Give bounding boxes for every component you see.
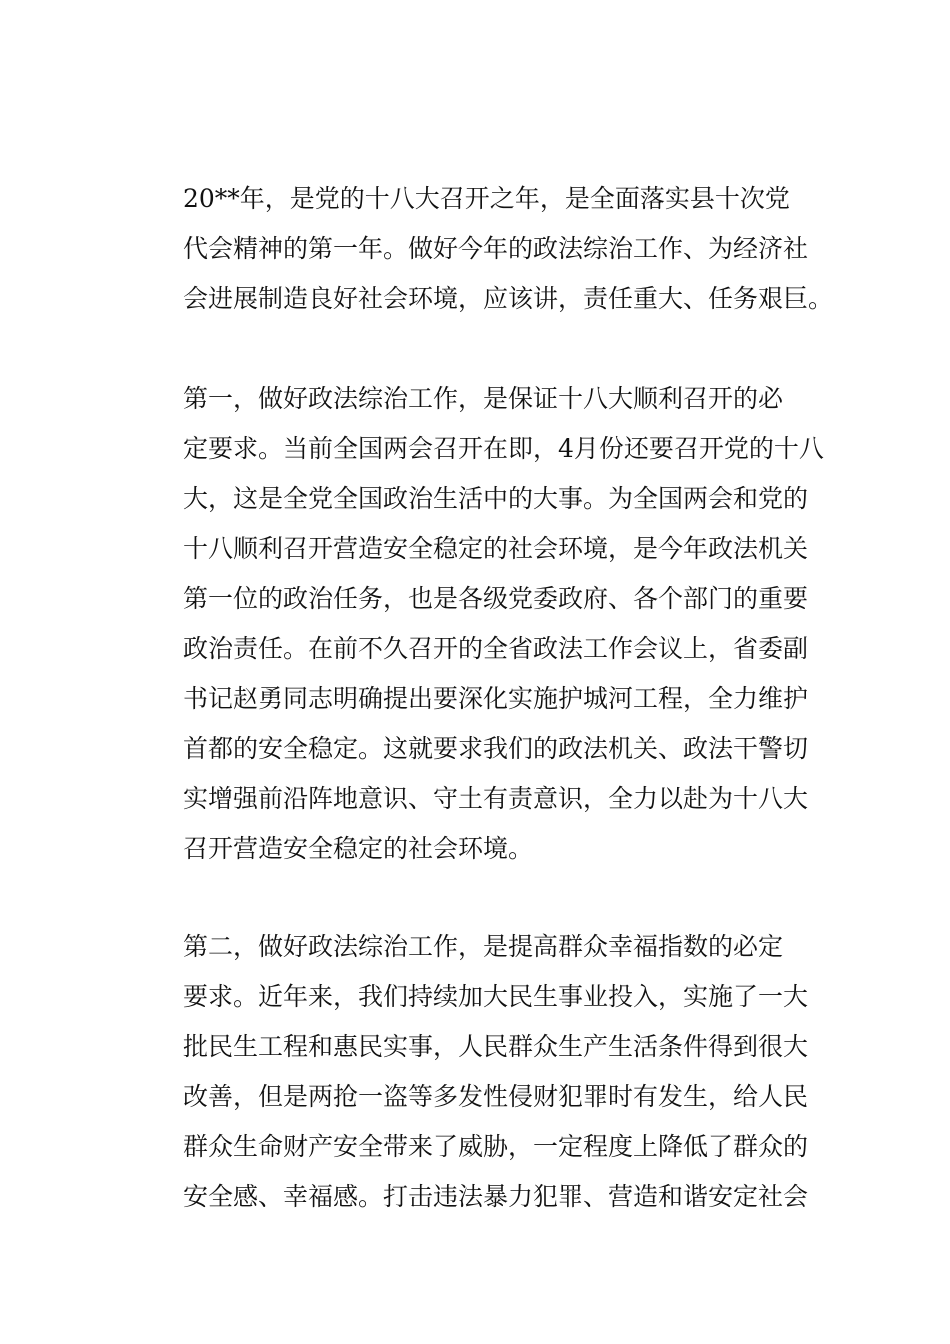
text-line: 十八顺利召开营造安全稳定的社会环境，是今年政法机关 <box>183 534 809 563</box>
text-line: 群众生命财产安全带来了威胁，一定程度上降低了群众的 <box>183 1132 809 1161</box>
text-line: 要求。近年来，我们持续加大民生事业投入，实施了一大 <box>183 982 809 1011</box>
text-line: 20**年，是党的十八大召开之年，是全面落实县十次党 <box>183 184 790 213</box>
text-line: 政治责任。在前不久召开的全省政法工作会议上，省委副 <box>183 634 809 663</box>
text-line: 批民生工程和惠民实事，人民群众生产生活条件得到很大 <box>183 1032 809 1061</box>
paragraph-second-point <box>145 922 815 1222</box>
text-line: 第二，做好政法综治工作，是提高群众幸福指数的必定 <box>183 932 784 961</box>
text-line: 第一位的政治任务，也是各级党委政府、各个部门的重要 <box>183 584 809 613</box>
text-line: 书记赵勇同志明确提出要深化实施护城河工程，全力维护 <box>183 684 809 713</box>
paragraph-first-point <box>145 374 824 874</box>
text-line: 改善，但是两抢一盗等多发性侵财犯罪时有发生，给人民 <box>183 1082 809 1111</box>
text-line: 第一，做好政法综治工作，是保证十八大顺利召开的必 <box>183 384 784 413</box>
text-line: 召开营造安全稳定的社会环境。 <box>183 834 534 863</box>
text-line: 代会精神的第一年。做好今年的政法综治工作、为经济社 <box>183 234 809 263</box>
text-line: 实增强前沿阵地意识、守土有责意识，全力以赴为十八大 <box>183 784 809 813</box>
text-line: 定要求。当前全国两会召开在即，4月份还要召开党的十八 <box>183 434 824 463</box>
text-line: 大，这是全党全国政治生活中的大事。为全国两会和党的 <box>183 484 809 513</box>
paragraph-intro <box>145 174 834 324</box>
text-line: 安全感、幸福感。打击违法暴力犯罪、营造和谐安定社会 <box>183 1182 809 1211</box>
text-line: 首都的安全稳定。这就要求我们的政法机关、政法干警切 <box>183 734 809 763</box>
text-line: 会进展制造良好社会环境，应该讲，责任重大、任务艰巨。 <box>183 284 834 313</box>
